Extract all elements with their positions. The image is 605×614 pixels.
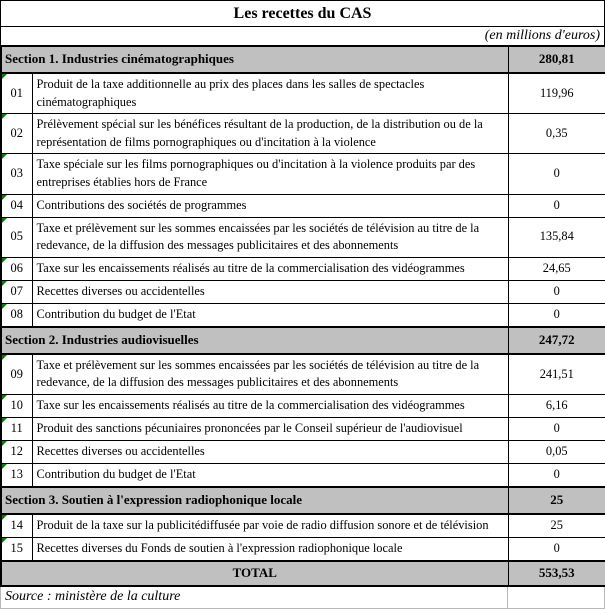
row-value: 0,05	[508, 441, 605, 464]
source-row-empty-cell	[508, 587, 604, 608]
section-1-header-row	[1, 46, 605, 73]
cell-marker-triangle-icon	[2, 304, 7, 309]
table-row-04	[1, 194, 605, 217]
row-label: Contributions des sociétés de programmes	[32, 194, 508, 217]
row-label: Recettes diverses ou accidentelles	[32, 441, 508, 464]
row-value: 135,84	[508, 217, 605, 257]
row-number: 01	[10, 85, 23, 100]
row-number: 07	[10, 284, 23, 299]
row-label: Produit des sanctions pécuniaires prononcées par le Conseil supérieur de l'audiovisuel	[32, 418, 508, 441]
table-row-07	[1, 280, 605, 303]
row-number-cell	[1, 154, 32, 194]
row-number-cell	[1, 418, 32, 441]
row-value: 0	[508, 194, 605, 217]
row-label: Produit de la taxe additionnelle au prix des places dans les salles de spectacles cinématographiques	[32, 73, 508, 114]
row-label: Produit de la taxe sur la publicitédiffusée par voie de radio diffusion sonore et de télévision	[32, 514, 508, 538]
table-row-14	[1, 514, 605, 538]
row-number-cell	[1, 464, 32, 488]
section-2-total: 247,72	[508, 327, 605, 354]
total-value: 553,53	[508, 561, 605, 586]
row-value: 241,51	[508, 354, 605, 395]
section-3-header-row	[1, 487, 605, 514]
total-label: TOTAL	[1, 561, 508, 586]
table-row-01	[1, 73, 605, 114]
cell-marker-triangle-icon	[2, 395, 7, 400]
row-label: Taxe sur les encaissements réalisés au titre de la commercialisation des vidéogrammes	[32, 395, 508, 418]
total-row	[1, 561, 605, 586]
table-row-08	[1, 303, 605, 327]
row-value: 0,35	[508, 114, 605, 154]
section-2-header-row	[1, 327, 605, 354]
row-number: 11	[10, 421, 23, 436]
section-1-total: 280,81	[508, 46, 605, 73]
cell-marker-triangle-icon	[2, 515, 7, 520]
cell-marker-triangle-icon	[2, 538, 7, 543]
table-row-12	[1, 441, 605, 464]
row-number-cell	[1, 280, 32, 303]
row-number: 05	[10, 229, 23, 244]
table-row-06	[1, 257, 605, 280]
table-row-03	[1, 154, 605, 194]
row-label: Contribution du budget de l'Etat	[32, 464, 508, 488]
unit-note: (en millions d'euros)	[0, 27, 605, 45]
table-row-11	[1, 418, 605, 441]
row-label: Contribution du budget de l'Etat	[32, 303, 508, 327]
row-number: 13	[10, 467, 23, 482]
row-label: Taxe et prélèvement sur les sommes encaissées par les sociétés de télévision au titre de la redevance, de la diffusion des messages publicitaires et des abonnements	[32, 354, 508, 395]
row-value: 119,96	[508, 73, 605, 114]
row-number: 04	[10, 197, 23, 212]
row-number-cell	[1, 441, 32, 464]
table-row-13	[1, 464, 605, 488]
section-1-title: Section 1. Industries cinématographiques	[1, 46, 508, 73]
table-row-05	[1, 217, 605, 257]
row-value: 0	[508, 303, 605, 327]
row-number-cell	[1, 514, 32, 538]
row-number-cell	[1, 194, 32, 217]
cell-marker-triangle-icon	[2, 441, 7, 446]
row-number: 14	[10, 518, 23, 533]
cell-marker-triangle-icon	[2, 355, 7, 360]
section-3-title: Section 3. Soutien à l'expression radiophonique locale	[1, 487, 508, 514]
cell-marker-triangle-icon	[2, 114, 7, 119]
row-number: 02	[10, 126, 23, 141]
source-row	[0, 587, 605, 609]
cell-marker-triangle-icon	[2, 418, 7, 423]
row-number-cell	[1, 217, 32, 257]
row-number: 15	[10, 541, 23, 556]
row-number-cell	[1, 395, 32, 418]
row-number: 08	[10, 307, 23, 322]
table-row-15	[1, 538, 605, 562]
row-number-cell	[1, 257, 32, 280]
row-value: 0	[508, 538, 605, 562]
row-label: Recettes diverses du Fonds de soutien à l'expression radiophonique locale	[32, 538, 508, 562]
row-label: Recettes diverses ou accidentelles	[32, 280, 508, 303]
page-title: Les recettes du CAS	[0, 0, 605, 27]
cell-marker-triangle-icon	[2, 74, 7, 79]
row-label: Taxe sur les encaissements réalisés au titre de la commercialisation des vidéogrammes	[32, 257, 508, 280]
cell-marker-triangle-icon	[2, 464, 7, 469]
section-3-total: 25	[508, 487, 605, 514]
row-value: 0	[508, 280, 605, 303]
table-row-09	[1, 354, 605, 395]
row-label: Taxe spéciale sur les films pornographiques ou d'incitation à la violence produits par des entreprises établies hors de France	[32, 154, 508, 194]
table-row-10	[1, 395, 605, 418]
row-value: 6,16	[508, 395, 605, 418]
row-number-cell	[1, 73, 32, 114]
row-number: 12	[10, 444, 23, 459]
row-number: 09	[10, 366, 23, 381]
cell-marker-triangle-icon	[2, 195, 7, 200]
row-number: 10	[10, 398, 23, 413]
cell-marker-triangle-icon	[2, 218, 7, 223]
row-number-cell	[1, 303, 32, 327]
cell-marker-triangle-icon	[2, 258, 7, 263]
row-value: 24,65	[508, 257, 605, 280]
row-number: 03	[10, 166, 23, 181]
row-number: 06	[10, 261, 23, 276]
recettes-table	[0, 45, 605, 587]
row-number-cell	[1, 354, 32, 395]
source-note: Source : ministère de la culture	[1, 587, 508, 608]
row-number-cell	[1, 114, 32, 154]
table-row-02	[1, 114, 605, 154]
row-label: Taxe et prélèvement sur les sommes encaissées par les sociétés de télévision au titre de la redevance, de la diffusion des messages publicitaires et des abonnements	[32, 217, 508, 257]
row-value: 0	[508, 418, 605, 441]
row-value: 0	[508, 464, 605, 488]
cell-marker-triangle-icon	[2, 154, 7, 159]
row-number-cell	[1, 538, 32, 562]
row-value: 25	[508, 514, 605, 538]
row-value: 0	[508, 154, 605, 194]
row-label: Prélèvement spécial sur les bénéfices résultant de la production, de la distribution ou de la représentation de films pornographiques ou d'incitation à la violence	[32, 114, 508, 154]
cell-marker-triangle-icon	[2, 281, 7, 286]
section-2-title: Section 2. Industries audiovisuelles	[1, 327, 508, 354]
